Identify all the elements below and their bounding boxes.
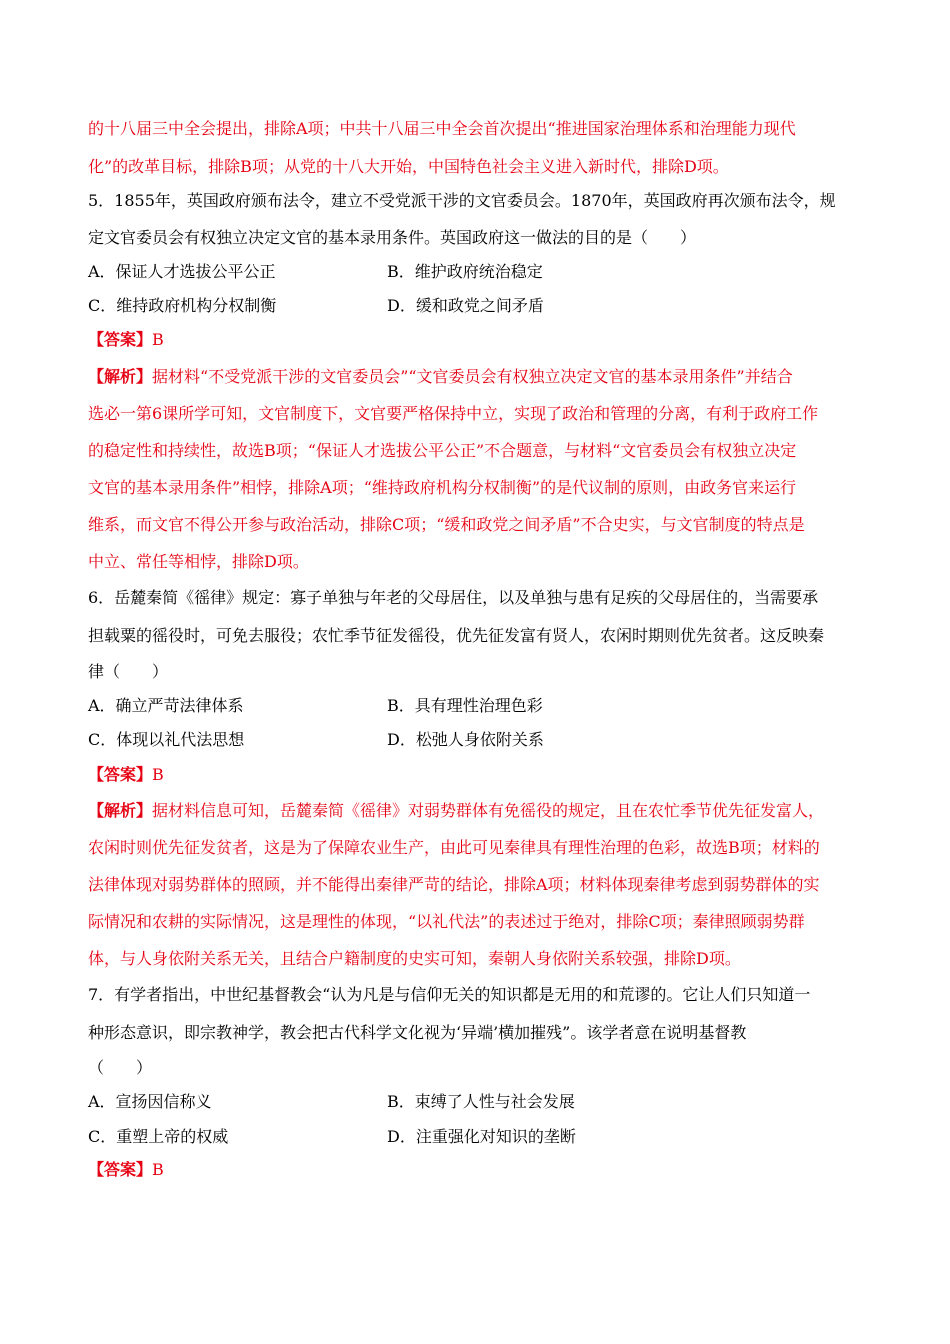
q6-option-d: D．松弛人身依附关系 [387,730,544,749]
q7-option-b: B．束缚了人性与社会发展 [387,1092,575,1111]
q5-analysis-line: 维系，而文官不得公开参与政治活动，排除C项；“缓和政党之间矛盾”不合史实，与文官制度的特点是 [88,515,805,534]
answer-label: 【答案】 [88,330,153,349]
q6-option-a: A．确立严苛法律体系 [88,696,244,715]
q6-option-c: C．体现以礼代法思想 [88,730,245,749]
q5-analysis-line: 选必一第6课所学可知，文官制度下，文官要严格保持中立，实现了政治和管理的分离，有利于政府工作 [88,404,819,423]
q5-analysis-line [88,367,793,387]
q5-option-d: D．缓和政党之间矛盾 [387,296,544,315]
q6-analysis-line [88,801,824,821]
q5-analysis-line: 中立、常任等相悖，排除D项。 [88,552,309,571]
analysis-label: 【解析】 [88,367,153,386]
q5-analysis-line: 文官的基本录用条件”相悖，排除A项；“维持政府机构分权制衡”的是代议制的原则，由政务官来运行 [88,478,797,497]
q7-option-a: A．宣扬因信称义 [88,1092,212,1111]
analysis-text: 据材料信息可知，岳麓秦简《徭律》对弱势群体有免徭役的规定，且在农忙季节优先征发富人， [152,801,825,820]
question-6-stem: 律（ ） [88,662,169,681]
q7-answer [88,1160,164,1180]
q6-answer [88,765,164,785]
q7-option-d: D．注重强化对知识的垄断 [387,1127,576,1146]
q7-option-c: C．重塑上帝的权威 [88,1127,229,1146]
prev-explanation-line: 化”的改革目标，排除B项；从党的十八大开始，中国特色社会主义进入新时代，排除D项。 [88,157,729,176]
prev-explanation-line: 的十八届三中全会提出，排除A项；中共十八届三中全会首次提出“推进国家治理体系和治理能力现代 [88,119,796,138]
q5-option-b: B．维护政府统治稳定 [387,262,543,281]
analysis-label: 【解析】 [88,801,153,820]
question-6-stem: 担载粟的徭役时，可免去服役；农忙季节征发徭役，优先征发富有贤人，农闲时期则优先贫者。这反映秦 [88,626,825,645]
q5-analysis-line: 的稳定性和持续性，故选B项；“保证人才选拔公平公正”不合题意，与材料“文官委员会有权独立决定 [88,441,797,460]
answer-value: B [152,1160,164,1179]
question-7-stem: 7．有学者指出，中世纪基督教会“认为凡是与信仰无关的知识都是无用的和荒谬的。它让人们只知道一 [88,985,811,1004]
analysis-text: 据材料“不受党派干涉的文官委员会”“文官委员会有权独立决定文官的基本录用条件”并结合 [152,367,793,386]
q6-analysis-line: 际情况和农耕的实际情况，这是理性的体现，“以礼代法”的表述过于绝对，排除C项；秦律照顾弱势群 [88,912,805,931]
question-5-stem: 5．1855年，英国政府颁布法令，建立不受党派干涉的文官委员会。1870年，英国政府再次颁布法令，规 [88,191,836,210]
answer-value: B [152,330,164,349]
answer-label: 【答案】 [88,765,153,784]
q5-option-c: C．维持政府机构分权制衡 [88,296,277,315]
question-6-stem: 6．岳麓秦简《徭律》规定：寡子单独与年老的父母居住，以及单独与患有足疾的父母居住的，当需要承 [88,588,819,607]
answer-value: B [152,765,164,784]
question-5-stem: 定文官委员会有权独立决定文官的基本录用条件。英国政府这一做法的目的是（ ） [88,228,697,247]
q5-option-a: A．保证人才选拔公平公正 [88,262,276,281]
q5-answer [88,330,164,350]
q6-option-b: B．具有理性治理色彩 [387,696,543,715]
question-7-stem: 种形态意识，即宗教神学，教会把古代科学文化视为‘异端’横加摧残”。该学者意在说明基督教 [88,1023,747,1042]
q6-analysis-line: 法律体现对弱势群体的照顾，并不能得出秦律严苛的结论，排除A项；材料体现秦律考虑到弱势群体的实 [88,875,820,894]
answer-label: 【答案】 [88,1160,153,1179]
q6-analysis-line: 体，与人身依附关系无关，且结合户籍制度的史实可知，秦朝人身依附关系较强，排除D项。 [88,949,741,968]
question-7-stem: （ ） [88,1058,153,1077]
q6-analysis-line: 农闲时则优先征发贫者，这是为了保障农业生产，由此可见秦律具有理性治理的色彩，故选B项；材料的 [88,838,820,857]
